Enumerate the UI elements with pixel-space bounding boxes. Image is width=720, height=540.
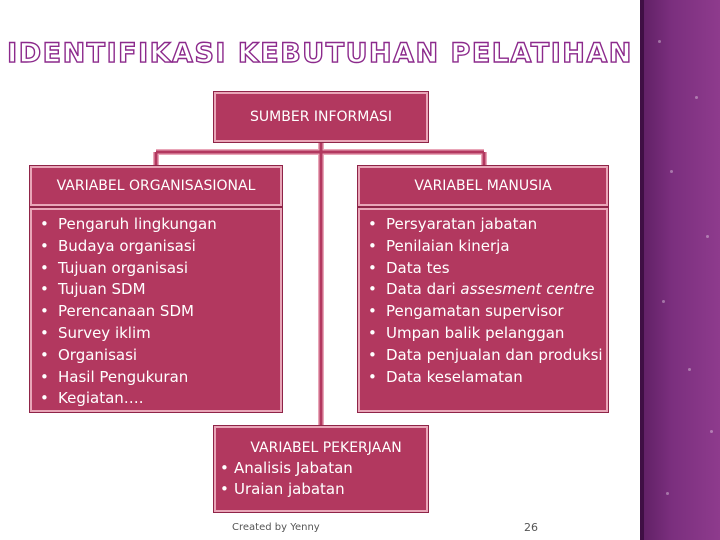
side-band-texture xyxy=(640,0,720,540)
list-item: • Analisis Jabatan xyxy=(220,458,426,479)
list-item: • Kegiatan…. xyxy=(40,388,280,410)
source-info-box xyxy=(214,92,428,142)
list-item: • Organisasi xyxy=(40,345,280,367)
list-item: • Perencanaan SDM xyxy=(40,301,280,323)
list-item: • Data penjualan dan produksi xyxy=(368,345,606,367)
human-list xyxy=(368,214,606,388)
list-item: • Data tes xyxy=(368,258,606,280)
human-header-box xyxy=(358,166,608,206)
list-item: • Hasil Pengukuran xyxy=(40,367,280,389)
organizational-header-box xyxy=(30,166,282,206)
list-item: • Persyaratan jabatan xyxy=(368,214,606,236)
list-item-prefix: Data dari xyxy=(386,280,461,299)
job-box xyxy=(214,426,428,512)
job-header: VARIABEL PEKERJAAN xyxy=(250,440,402,456)
organizational-list-box xyxy=(30,208,282,412)
list-item-italic: assesment centre xyxy=(460,280,595,299)
source-info-label: SUMBER INFORMASI xyxy=(250,109,392,125)
list-item: • Penilaian kinerja xyxy=(368,236,606,258)
human-header: VARIABEL MANUSIA xyxy=(414,178,552,194)
slide-title: IDENTIFIKASI KEBUTUHAN PELATIHAN xyxy=(7,38,633,69)
list-item: • Data keselamatan xyxy=(368,367,606,389)
list-item: • Umpan balik pelanggan xyxy=(368,323,606,345)
list-item: • Tujuan organisasi xyxy=(40,258,280,280)
organizational-header: VARIABEL ORGANISASIONAL xyxy=(56,178,256,194)
list-item: • Uraian jabatan xyxy=(220,479,426,500)
decorative-side-band xyxy=(640,0,720,540)
job-list xyxy=(220,458,426,500)
list-item: • Pengamatan supervisor xyxy=(368,301,606,323)
list-item: • Pengaruh lingkungan xyxy=(40,214,280,236)
list-item: • Budaya organisasi xyxy=(40,236,280,258)
list-item xyxy=(368,279,606,301)
page-number: 26 xyxy=(524,521,538,534)
footer-credit: Created by Yenny xyxy=(232,522,320,533)
organizational-list xyxy=(40,214,280,410)
human-list-box xyxy=(358,208,608,412)
list-item: • Survey iklim xyxy=(40,323,280,345)
list-item: • Tujuan SDM xyxy=(40,279,280,301)
